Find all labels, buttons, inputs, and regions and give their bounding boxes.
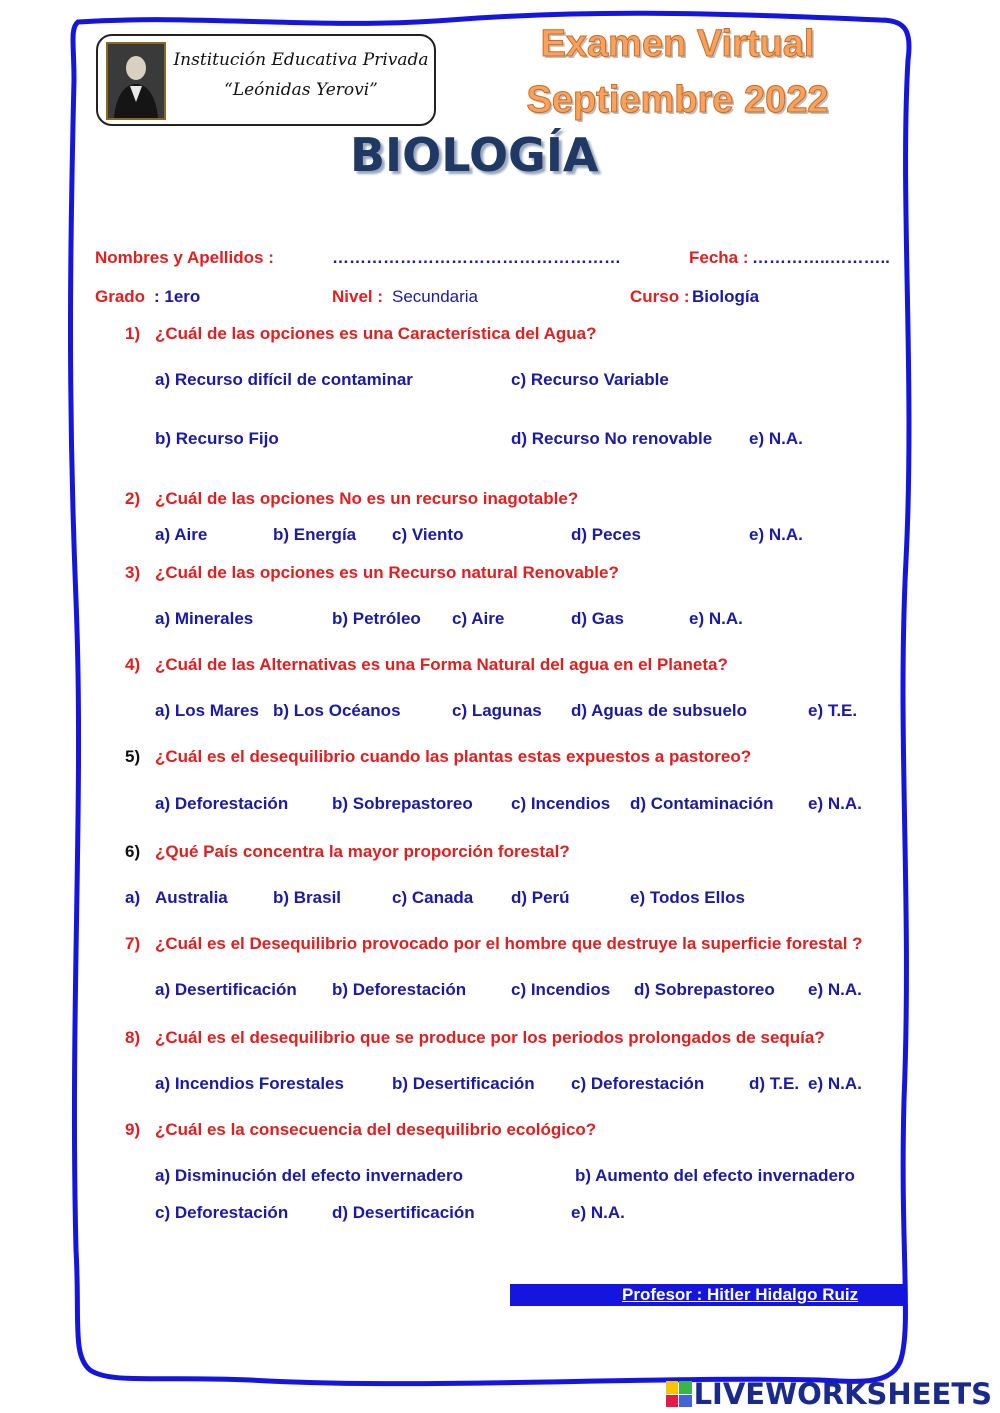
question-number: 5) <box>125 747 141 766</box>
answer-option[interactable]: a) Deforestación <box>155 794 289 813</box>
answer-option[interactable]: c) Aire <box>452 609 505 628</box>
liveworksheets-logo-icon <box>666 1381 692 1407</box>
answer-option[interactable]: a) Recurso difícil de contaminar <box>155 370 413 389</box>
grade-value: : 1ero <box>154 287 201 306</box>
question-number: 6) <box>125 842 141 861</box>
question-number: 9) <box>125 1120 141 1139</box>
question-text: ¿Cuál de las opciones No es un recurso inagotable? <box>155 489 579 508</box>
answer-option[interactable]: a) Los Mares <box>155 701 259 720</box>
date-field[interactable]: …………..……….. <box>752 248 890 267</box>
founder-portrait <box>106 42 166 120</box>
answer-option[interactable]: d) T.E. <box>749 1074 800 1093</box>
exam-title: Examen Virtual <box>540 23 815 65</box>
answer-option[interactable]: d) Aguas de subsuelo <box>571 701 748 720</box>
answer-option[interactable]: d) Contaminación <box>630 794 774 813</box>
subject-title: BIOLOGÍA <box>350 128 599 182</box>
answer-option[interactable]: c) Deforestación <box>571 1074 705 1093</box>
question-text: ¿Cuál es la consecuencia del desequilibrio ecológico? <box>155 1120 597 1139</box>
question-text: ¿Cuál de las Alternativas es una Forma Natural del agua en el Planeta? <box>155 655 728 674</box>
answer-option[interactable]: c) Canada <box>392 888 474 907</box>
answer-option[interactable]: b) Aumento del efecto invernadero <box>575 1166 855 1185</box>
institution-logo-box <box>96 34 436 126</box>
answer-option[interactable]: a) Disminución del efecto invernadero <box>155 1166 463 1185</box>
level-label: Nivel : <box>332 287 384 306</box>
answer-option[interactable]: e) N.A. <box>749 429 803 448</box>
answer-option[interactable]: e) N.A. <box>808 794 862 813</box>
question-number: 4) <box>125 655 141 674</box>
professor-name: Profesor : Hitler Hidalgo Ruiz <box>622 1285 859 1304</box>
answer-option[interactable]: b) Brasil <box>273 888 342 907</box>
liveworksheets-watermark <box>666 1378 992 1410</box>
answer-option[interactable]: b) Desertificación <box>392 1074 535 1093</box>
answer-option[interactable]: d) Perú <box>511 888 570 907</box>
grade-label: Grado <box>95 287 146 306</box>
answer-option[interactable]: d) Recurso No renovable <box>511 429 713 448</box>
answer-option[interactable]: a) Incendios Forestales <box>155 1074 344 1093</box>
exam-date: Septiembre 2022 <box>526 79 829 121</box>
answer-option[interactable]: c) Deforestación <box>155 1203 289 1222</box>
institution-subname: “Leónidas Yerovi” <box>224 80 378 100</box>
answer-option[interactable]: c) Incendios <box>511 794 611 813</box>
answer-option[interactable]: Australia <box>155 888 228 907</box>
answer-option[interactable]: e) N.A. <box>749 525 803 544</box>
answer-option[interactable]: a) Desertificación <box>155 980 297 999</box>
name-label: Nombres y Apellidos : <box>95 248 274 267</box>
answer-option[interactable]: d) Sobrepastoreo <box>634 980 775 999</box>
answer-option[interactable]: e) N.A. <box>808 1074 862 1093</box>
question-number: 3) <box>125 563 141 582</box>
question-text: ¿Cuál es el desequilibrio cuando las plantas estas expuestos a pastoreo? <box>155 747 752 766</box>
course-value: Biología <box>692 287 760 306</box>
answer-option[interactable]: c) Lagunas <box>452 701 542 720</box>
question-number: 1) <box>125 324 141 343</box>
answer-option[interactable]: e) N.A. <box>571 1203 625 1222</box>
answer-option[interactable]: e) N.A. <box>689 609 743 628</box>
answer-option[interactable]: b) Recurso Fijo <box>155 429 279 448</box>
answer-option[interactable]: b) Deforestación <box>332 980 467 999</box>
question-text: ¿Cuál de las opciones es un Recurso natural Renovable? <box>155 563 619 582</box>
name-field[interactable]: …………………………………………… <box>332 248 621 267</box>
question-text: ¿Cuál es el Desequilibrio provocado por el hombre que destruye la superficie forestal ? <box>155 934 863 953</box>
question-number: 2) <box>125 489 141 508</box>
answer-option[interactable]: c) Viento <box>392 525 464 544</box>
answer-option[interactable]: e) N.A. <box>808 980 862 999</box>
question-number: 8) <box>125 1028 141 1047</box>
answer-option[interactable]: b) Los Océanos <box>273 701 401 720</box>
answer-option[interactable]: b) Sobrepastoreo <box>332 794 473 813</box>
question-text: ¿Qué País concentra la mayor proporción forestal? <box>155 842 570 861</box>
answer-option-letter: a) <box>125 888 141 907</box>
date-label: Fecha : <box>689 248 749 267</box>
answer-option[interactable]: c) Incendios <box>511 980 611 999</box>
institution-name: Institución Educativa Privada <box>173 50 429 70</box>
course-label: Curso : <box>630 287 690 306</box>
question-text: ¿Cuál es el desequilibrio que se produce por los periodos prolongados de sequía? <box>155 1028 825 1047</box>
answer-option[interactable]: e) Todos Ellos <box>630 888 745 907</box>
liveworksheets-wordmark: LIVEWORKSHEETS <box>693 1377 992 1411</box>
answer-option[interactable]: b) Energía <box>273 525 357 544</box>
level-value: Secundaria <box>392 287 479 306</box>
answer-option[interactable]: b) Petróleo <box>332 609 421 628</box>
answer-option[interactable]: e) T.E. <box>808 701 858 720</box>
question-text: ¿Cuál de las opciones es una Característica del Agua? <box>155 324 597 343</box>
answer-option[interactable]: a) Minerales <box>155 609 254 628</box>
answer-option[interactable]: c) Recurso Variable <box>511 370 669 389</box>
answer-option[interactable]: a) Aire <box>155 525 208 544</box>
answer-option[interactable]: d) Peces <box>571 525 641 544</box>
answer-option[interactable]: d) Desertificación <box>332 1203 475 1222</box>
question-number: 7) <box>125 934 141 953</box>
professor-banner <box>510 1284 906 1306</box>
answer-option[interactable]: d) Gas <box>571 609 624 628</box>
